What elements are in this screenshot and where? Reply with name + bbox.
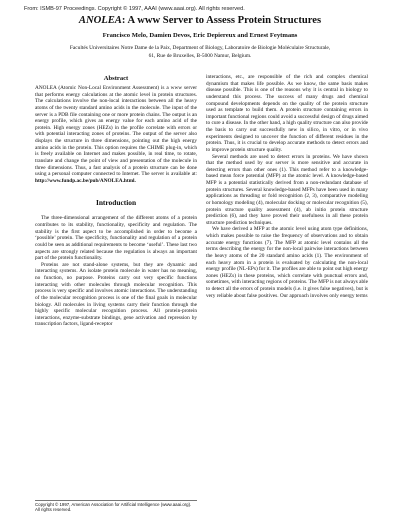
title-rest: : A www Server to Assess Protein Structures xyxy=(121,15,322,26)
right-paragraph-1: interactions, etc., are responsible of the rich and complex chemical dynamism that makes life possible. As we know, the same basis makes disease possible. This is one of the reasons why it is central in biology to understand this process. The success of many drugs and chemical compound developments depends on the quality of the protein structure used as template to build them. A protein structure containing errors in important functional regions could avoid a successful design of drugs aimed to cure a disease. In the other hand, a high quality structure can also provide the basis to carry out successfully new in silico, in vitro, or in vivo experiments designed to uncover the function of different residues in the protein. Thus, it is crucial to develop accurate methods to detect errors and to improve protein structure quality. xyxy=(206,74,368,153)
affiliation xyxy=(0,45,400,60)
right-paragraph-2: Several methods are used to detect errors in proteins. We have shown that the method used by our server is more sensitive and accurate in detecting errors than other ones (1). This method refer to a knowledge-based mean force potential (MFP) at the atomic level. A knowledge-based MFP is a potential statistically derived from a non-redundant database of protein structures. Several knowledge-based MFPs have been used in many applications as threading or fold recognition (2, 3), comparative modeling or homology modeling (4), molecular docking or molecular recognition (5), protein structure quality assessment (4), ab initio protein structure prediction (6), and they have proved their usefulness in all these protein structure prediction techniques. xyxy=(206,153,368,226)
affiliation-line-1: Facultés Universitaires Notre Dame de la Paix, Department of Biology, Laboratoire de Biologie Moléculaire Structurale, xyxy=(69,45,331,51)
source-line: From: ISMB-97 Proceedings. Copyright © 1997, AAAI (www.aaai.org). All rights reserved. xyxy=(24,6,245,12)
abstract-text xyxy=(35,85,197,184)
intro-paragraph-2: Proteins are not stand-alone systems, but they are dynamic and interacting systems. An isolate protein molecule in water has no meaning, no function, no purpose. Proteins carry out very specific functions interacting with other molecules through molecular recognition. This process is very specific and involves atomic interactions. The understanding of the molecular recognition process is one of the final goals in molecular biology. All molecules in living systems carry their function through the highly specific molecular recognition process. All protein-protein interactions, enzyme-substrate bindings, gene activation and repression by transcription factors, ligand-receptor xyxy=(35,261,197,328)
title-anolea: ANOLEA xyxy=(78,15,122,26)
abstract-url[interactable]: http://www.fundp.ac.be/pub/ANOLEA.html. xyxy=(35,177,136,184)
right-paragraph-3: We have derived a MFP at the atomic level using atom type definitions, which makes possible to raise the frequency of observations and to obtain accurate energy functions (7). The MFP at atomic level contains all the terms describing the energy for the non-local pairwise interactions between the heavy atoms of the 20 standard amino acids (1). The environment of each heavy atom in a protein is evaluated by calculating the non-local energy profile (NL-EPs) for it. The profiles are able to point out high energy zones (HEZs) in these proteins, which correlate with punctual errors and, sometimes, with interacting regions of proteins. The MFP is not always able to detect all the errors of protein models (i.e. it gives false negatives), but is very reliable about false positives. Our approach involves only energy terms xyxy=(206,226,368,299)
authors: Francisco Melo, Damien Devos, Eric Depiereux and Ernest Feytmans xyxy=(102,32,298,39)
introduction-heading: Introduction xyxy=(95,198,137,208)
right-column xyxy=(206,74,368,299)
left-column xyxy=(35,74,197,328)
copyright-footnote: Copyright © 1997, American Association for Artificial Intelligence (www.aaai.org). All rights reserved. xyxy=(35,500,197,512)
abstract-heading: Abstract xyxy=(103,75,129,82)
affiliation-line-2: 61, Rue de Bruxelles, B-5000 Namur, Belgium. xyxy=(148,52,252,59)
paper-title xyxy=(0,15,400,26)
intro-paragraph-1: The three-dimensional arrangement of the different atoms of a protein contributes to its stability, functionality, specificity and regulation. The stability is the first aspect to be accomplished in order to become a ‘possible’ protein. The specificity, functionality and regulation of a protein could be seen as additional requirements to become ‘useful’. These last two aspects are strongly related because the regulation is always an important part of the protein functionality. xyxy=(35,215,197,262)
abstract-body: ANOLEA (Atomic Non-Local Environment Assessment) is a www server that performs energy calculations at the atomic level in protein structures. The calculations involve the non-local interactions between all the heavy atoms of the twenty standard amino acids in the molecule. The input of the server is a PDB file containing one or more protein chains. The output is an energy profile, which gives an energy value for each amino acid of the protein. High energy zones (HEZs) in the profile correlate with errors or with potential interacting zones of proteins. The output of the server also displays the structure in three dimensions, pointing out the high energy amino acids in the protein. This option requires the CHIME plug-in, which is freely available on Internet and makes possible, in real time, to rotate, translate and change the point of view and presentation of the molecule in three dimensions. Thus, a fast analysis of a protein structure can be done using a personal computer connected to Internet. The server is available at: xyxy=(35,85,197,178)
